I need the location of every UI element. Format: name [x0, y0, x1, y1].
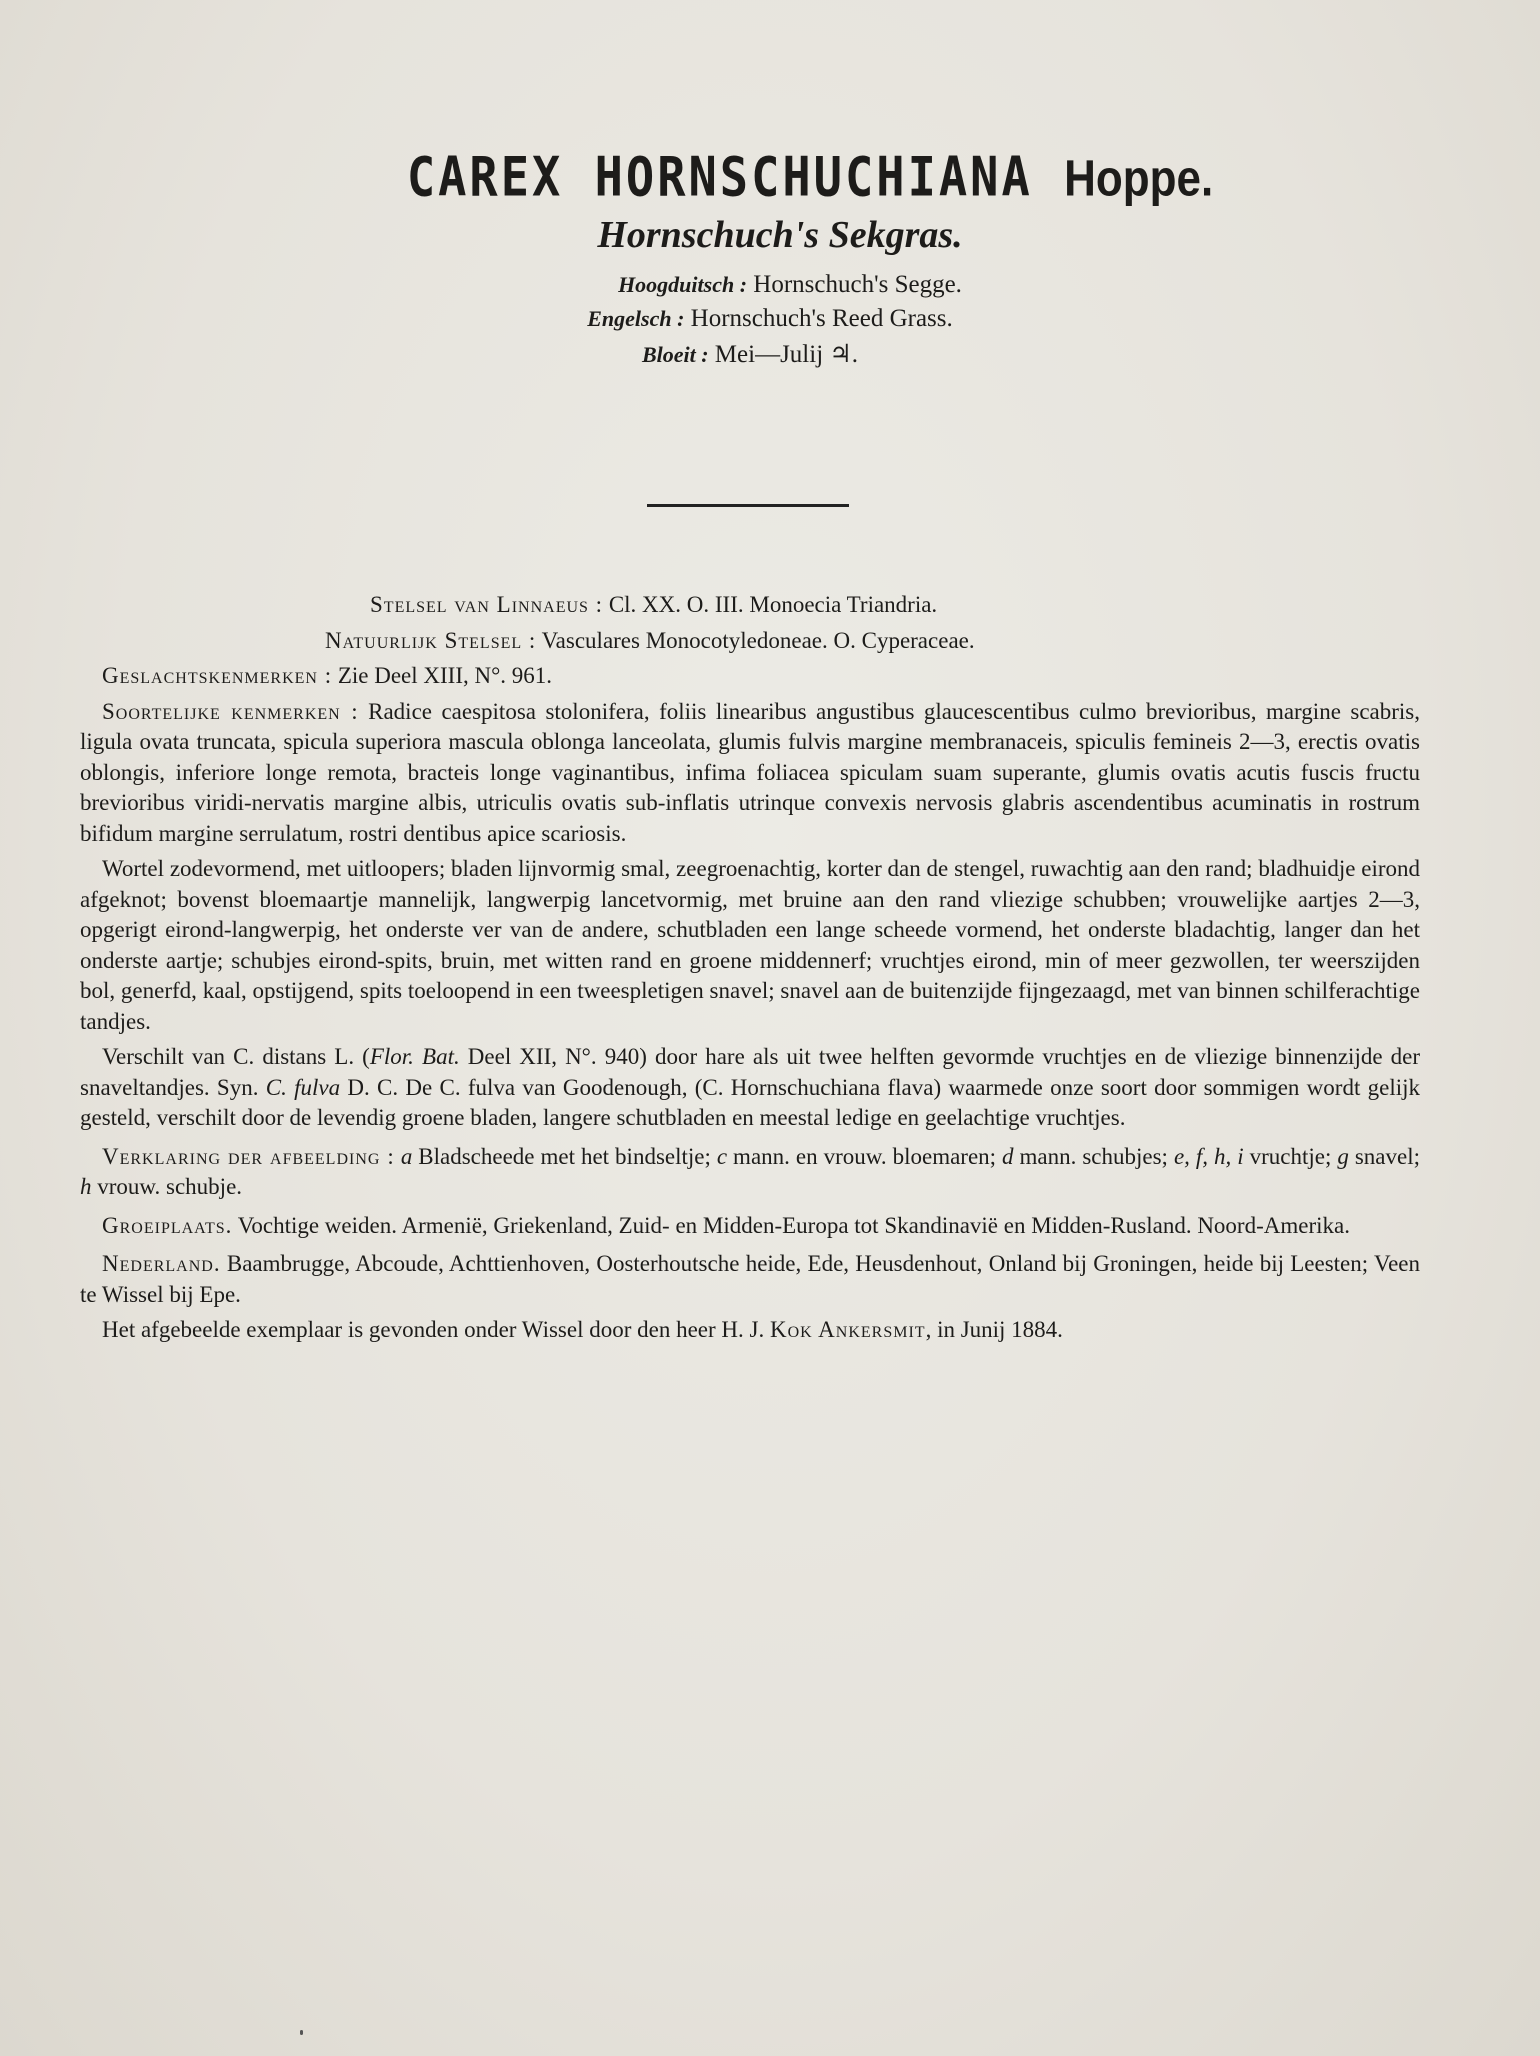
english-name-line — [0, 305, 1540, 333]
habitat-label: Groeiplaats. — [102, 1212, 233, 1238]
differs-text-2: Deel XII, N°. 940) door hare als uit twee helften gevormde vruchtjes en de vliezige binnenzijde der snaveltandjes. Syn. — [80, 1044, 1420, 1100]
species-characters — [80, 697, 1420, 850]
specimen-text-before: Het afgebeelde exemplaar is gevonden onder Wissel door den heer H. J. — [102, 1317, 770, 1342]
natural-system-label: Natuurlijk Stelsel : — [325, 627, 537, 653]
linnaeus-label: Stelsel van Linnaeus : — [370, 592, 604, 617]
figure-explanation — [80, 1142, 1420, 1203]
divider-rule — [647, 504, 849, 507]
explanation-text-g: snavel; — [1348, 1143, 1420, 1169]
english-label: Engelsch : — [587, 306, 685, 331]
explanation-text-c: mann. en vrouw. bloemaren; — [727, 1143, 1003, 1169]
dutch-name: Hornschuch's Sekgras. — [597, 214, 963, 256]
natural-system-line — [80, 626, 1420, 657]
explanation-key-efhi: e, f, h, i — [1173, 1143, 1244, 1169]
page-header — [0, 145, 1540, 375]
linnaeus-line — [80, 590, 1420, 621]
explanation-key-a: a — [400, 1143, 413, 1169]
specimen-paragraph — [80, 1315, 1420, 1346]
explanation-text-h: vrouw. schubje. — [91, 1174, 243, 1199]
explanation-label: Verklaring der afbeelding : — [102, 1143, 395, 1169]
habitat-text: Vochtige weiden. Armenië, Griekenland, Zuid- en Midden-Europa tot Skandinavië en Midden-Rusland. Noord-Amerika. — [237, 1212, 1350, 1238]
differs-italic-1: Flor. Bat. — [369, 1044, 460, 1069]
explanation-key-d: d — [1002, 1143, 1014, 1169]
explanation-key-c: c — [716, 1143, 728, 1169]
explanation-text-d: mann. schubjes; — [1013, 1143, 1174, 1169]
explanation-key-h: h — [80, 1174, 92, 1199]
netherlands-paragraph — [80, 1249, 1420, 1310]
natural-system-value: Vasculares Monocotyledoneae. O. Cyperaceae. — [541, 627, 975, 653]
title-author: Hoppe. — [1064, 150, 1214, 207]
english-value: Hornschuch's Reed Grass. — [690, 305, 953, 332]
habitat-paragraph — [80, 1211, 1420, 1242]
differs-paragraph — [80, 1042, 1420, 1134]
german-name-line — [20, 271, 1540, 299]
bloom-label: Bloeit : — [641, 342, 709, 367]
dutch-description: Wortel zodevormend, met uitloopers; bladen lijnvormig smal, zeegroenachtig, korter dan de stengel, ruwachtig aan den rand; bladhuidje eirond afgeknot; bovenst bloemaartje mannelijk, langwerpig lancetvormig, met bruine aan den rand vliezige schubben; vrouwelijke aartjes 2—3, opgerigt eirond-langwerpig, het onderste ver van de andere, schutbladen een lange scheede vormend, het onderste bladachtig, langer dan het onderste aartje; schubjes eirond-spits, bruin, met witten rand en groene middennerf; vruchtjes eirond, min of meer gezwollen, ter weerszijden bol, generfd, kaal, opstijgend, spits toeloopend in een tweespletigen snavel; snavel aan de buitenzijde fijngezaagd, met van binnen schilferachtige tandjes. — [80, 856, 1420, 1034]
differs-italic-2: C. fulva — [265, 1074, 341, 1100]
explanation-key-g: g — [1337, 1143, 1349, 1169]
differs-text-1: Verschilt van C. distans L. ( — [102, 1044, 370, 1069]
explanation-text-efhi: vruchtje; — [1243, 1143, 1338, 1169]
species-label: Soortelijke kenmerken : — [102, 698, 359, 724]
species-title — [40, 146, 1540, 209]
linnaeus-value: Cl. XX. O. III. Monoecia Triandria. — [608, 592, 938, 617]
genus-label: Geslachtskenmerken : — [102, 663, 333, 688]
genus-value: Zie Deel XIII, N°. 961. — [337, 663, 553, 688]
bloom-value: Mei—Julij ♃. — [714, 341, 859, 368]
netherlands-text: Baambrugge, Abcoude, Achttienhoven, Oosterhoutsche heide, Ede, Heusdenhout, Onland bij Groningen, heide bij Leesten; Veen te Wissel bij Epe. — [80, 1251, 1420, 1307]
german-label: Hoogduitsch : — [618, 272, 748, 297]
bloom-line — [0, 339, 1520, 369]
genus-line — [80, 661, 1420, 692]
text-body — [80, 590, 1420, 1351]
species-text: Radice caespitosa stolonifera, foliis linearibus angustibus glaucescentibus culmo brevioribus, margine scabris, ligula ovata truncata, spicula superiora mascula oblonga lanceolata, glumis fulvis margine membranaceis, spiculis femineis 2—3, erectis ovatis oblongis, inferiore longe remota, bracteis longe vaginantibus, infima foliacea spiculam suam superante, glumis ovatis acutis fuscis fructu brevioribus viridi-nervatis margine albis, utriculis ovatis sub-inflatis utrinque convexis nervosis glabris ascendentibus acuminatis in rostrum bifidum margine serrulatum, rostri dentibus apice scariosis. — [80, 698, 1421, 846]
explanation-text-a: Bladscheede met het bindseltje; — [412, 1143, 717, 1169]
differs-text-3: D. C. De C. fulva van Goodenough, (C. Hornschuchiana flava) waarmede onze soort door sommigen wordt gelijk gesteld, verschilt door de levendig groene bladen, langere schutbladen en meestal ledige en geelachtige vruchtjes. — [80, 1074, 1420, 1130]
paper-speck — [300, 2030, 303, 2035]
specimen-text-after: , in Junij 1884. — [925, 1317, 1063, 1342]
netherlands-label: Nederland. — [102, 1251, 221, 1276]
german-value: Hornschuch's Segge. — [753, 271, 962, 298]
title-main: CAREX HORNSCHUCHIANA — [406, 145, 1033, 210]
collector-name: Kok Ankersmit — [769, 1317, 926, 1342]
